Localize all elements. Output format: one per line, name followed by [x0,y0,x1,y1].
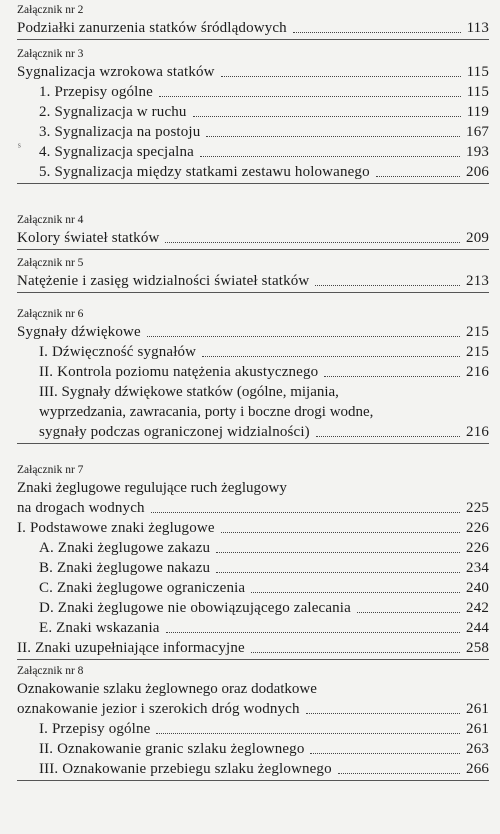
toc-entry-line: wyprzedzania, zawracania, porty i boczne drogi wodne, [39,404,374,420]
toc-page-number: 213 [466,273,489,289]
toc-entry[interactable] [17,638,489,658]
toc-entry[interactable] [17,558,489,578]
toc-section [17,47,489,184]
toc-page-number: 242 [466,600,489,616]
section-divider [17,443,489,444]
section-caption: Załącznik nr 8 [17,665,84,677]
toc-page-number: 209 [466,230,489,246]
toc-entry[interactable] [17,228,489,248]
dot-leader [316,436,460,437]
toc-entry-title: B. Znaki żeglugowe nakazu [39,560,211,576]
toc-entry[interactable] [17,271,489,291]
toc-entry-title: II. Znaki uzupełniające informacyjne [17,640,245,656]
toc-entry-title: D. Znaki żeglugowe nie obowiązującego zalecania [39,600,351,616]
toc-entry-title: 2. Sygnalizacja w ruchu [39,104,187,120]
toc-entry-title: III. Oznakowanie przebiegu szlaku żeglownego [39,761,332,777]
toc-entry-title: I. Przepisy ogólne [39,721,151,737]
toc-page-number: 167 [466,124,489,140]
toc-entry[interactable] [17,62,489,82]
toc-entry[interactable] [17,739,489,759]
toc-section [17,307,489,444]
dot-leader [251,652,460,653]
toc-page-number: 216 [466,364,489,380]
dot-leader [206,136,460,137]
toc-entry-title: 3. Sygnalizacja na postoju [39,124,201,140]
toc-page-number: 115 [466,64,489,80]
section-caption: Załącznik nr 3 [17,48,84,60]
dot-leader [147,336,460,337]
toc-entry-title: Podziałki zanurzenia statków śródlądowych [17,20,287,36]
toc-page-number: 261 [466,721,489,737]
toc-section [17,3,489,40]
dot-leader [165,242,460,243]
dot-leader [216,552,460,553]
toc-entry[interactable] [17,18,489,38]
toc-entry-title: Kolory świateł statków [17,230,160,246]
dot-leader [310,753,460,754]
section-caption: Załącznik nr 2 [17,4,84,16]
toc-entry[interactable] [17,362,489,382]
toc-page-number: 266 [466,761,489,777]
toc-entry[interactable] [17,142,489,162]
toc-section [17,664,489,781]
toc-entry[interactable] [17,498,489,518]
toc-entry-line: Znaki żeglugowe regulujące ruch żeglugowy [17,480,287,496]
dot-leader [159,96,461,97]
toc-entry-title: 5. Sygnalizacja między statkami zestawu holowanego [39,164,370,180]
toc-entry[interactable] [17,82,489,102]
section-divider [17,183,489,184]
toc-entry-title: II. Kontrola poziomu natężenia akustycznego [39,364,319,380]
toc-page-number: 258 [466,640,489,656]
toc-entry-title: 1. Przepisy ogólne [39,84,153,100]
toc-page-number: 263 [466,741,489,757]
toc-page-number: 215 [466,344,489,360]
dot-leader [193,116,461,117]
section-divider [17,659,489,660]
toc-page-number: 193 [466,144,489,160]
toc-entry[interactable] [17,162,489,182]
toc-entry[interactable] [17,699,489,719]
dot-leader [202,356,460,357]
dot-leader [151,512,460,513]
section-divider [17,292,489,293]
toc-entry[interactable] [17,322,489,342]
section-caption: Załącznik nr 6 [17,308,84,320]
dot-leader [357,612,460,613]
toc-entry[interactable] [17,102,489,122]
section-divider [17,249,489,250]
toc-entry[interactable] [17,759,489,779]
toc-entry-line: III. Sygnały dźwiękowe statków (ogólne, mijania, [39,384,339,400]
section-caption: Załącznik nr 7 [17,464,84,476]
toc-page-number: 119 [466,104,489,120]
margin-mark: ˢ [18,139,21,154]
toc-entry-title: I. Podstawowe znaki żeglugowe [17,520,215,536]
dot-leader [306,713,460,714]
toc-entry-title: Sygnały dźwiękowe [17,324,141,340]
toc-entry-title: Sygnalizacja wzrokowa statków [17,64,215,80]
toc-page-number: 240 [466,580,489,596]
dot-leader [221,532,460,533]
toc-page-number: 115 [466,84,489,100]
toc-entry[interactable] [17,422,489,442]
dot-leader [200,156,460,157]
toc-section [17,256,489,293]
toc-section [17,463,489,660]
toc-entry-title: oznakowanie jezior i szerokich dróg wodnych [17,701,300,717]
section-caption: Załącznik nr 5 [17,257,84,269]
toc-entry-title: A. Znaki żeglugowe zakazu [39,540,211,556]
toc-entry-title: II. Oznakowanie granic szlaku żeglownego [39,741,305,757]
dot-leader [338,773,460,774]
section-divider [17,780,489,781]
section-caption: Załącznik nr 4 [17,214,84,226]
dot-leader [376,176,460,177]
toc-entry[interactable] [17,598,489,618]
toc-page-number: 206 [466,164,489,180]
toc-page-number: 226 [466,540,489,556]
toc-entry[interactable] [17,618,489,638]
toc-page-number: 216 [466,424,489,440]
toc-page-number: 225 [466,500,489,516]
toc-page-number: 215 [466,324,489,340]
toc-page-number: 244 [466,620,489,636]
toc-entry-title: I. Dźwięczność sygnałów [39,344,197,360]
dot-leader [216,572,460,573]
toc-entry[interactable] [17,578,489,598]
toc-page-number: 234 [466,560,489,576]
toc-page-number: 113 [466,20,489,36]
toc-entry-line: Oznakowanie szlaku żeglownego oraz dodatkowe [17,681,317,697]
dot-leader [221,76,461,77]
toc-section [17,213,489,250]
toc-entry-title: Natężenie i zasięg widzialności świateł statków [17,273,310,289]
toc-entry[interactable] [17,122,489,142]
toc-entry[interactable] [17,538,489,558]
toc-entry-title: sygnały podczas ograniczonej widzialności) [39,424,310,440]
dot-leader [324,376,460,377]
toc-entry[interactable] [17,719,489,739]
dot-leader [166,632,460,633]
toc-page-number: 226 [466,520,489,536]
section-divider [17,39,489,40]
toc-page-number: 261 [466,701,489,717]
dot-leader [251,592,460,593]
dot-leader [315,285,460,286]
toc-entry-title: C. Znaki żeglugowe ograniczenia [39,580,246,596]
dot-leader [156,733,460,734]
toc-entry-title: E. Znaki wskazania [39,620,160,636]
toc-entry[interactable] [17,518,489,538]
toc-entry[interactable] [17,342,489,362]
dot-leader [293,32,461,33]
toc-entry-title: 4. Sygnalizacja specjalna [39,144,194,160]
toc-entry-title: na drogach wodnych [17,500,145,516]
